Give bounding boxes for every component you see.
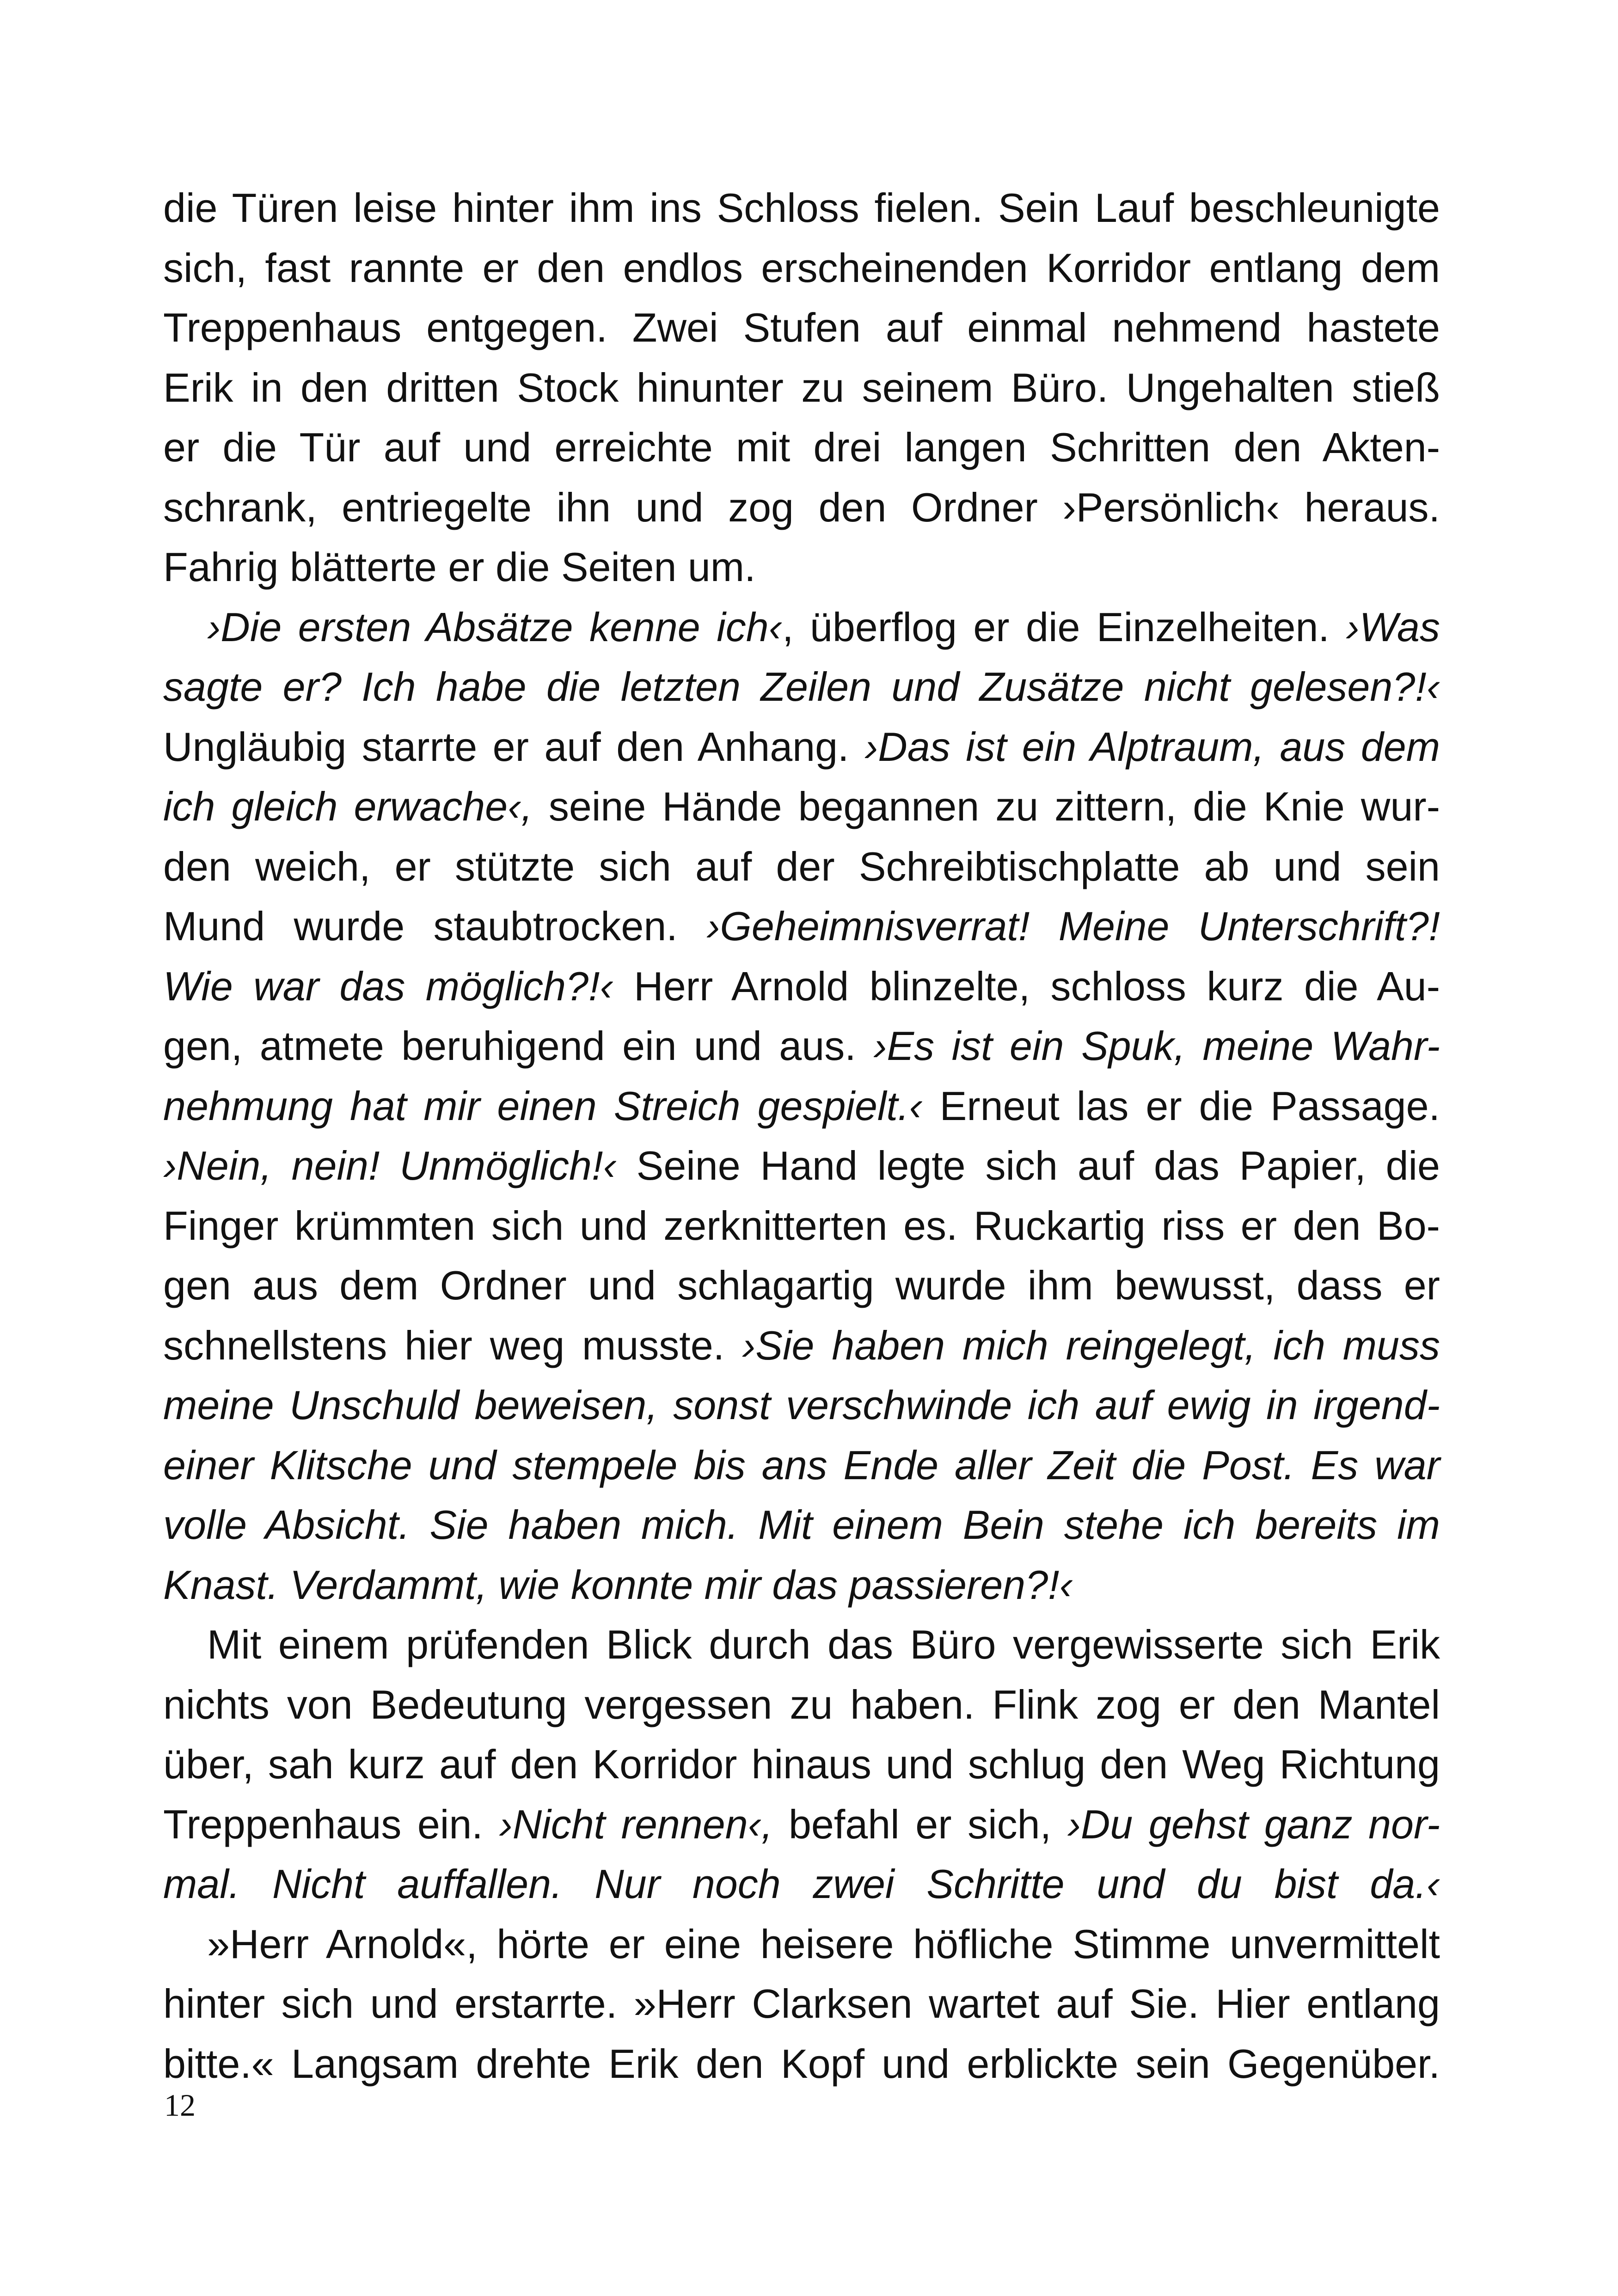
text-segment: den weich, er stützte sich auf der Schreibtischplatte ab und sein bbox=[163, 843, 1440, 889]
text-line bbox=[163, 777, 1440, 837]
text-line bbox=[163, 597, 1440, 657]
text-segment: Finger krümmten sich und zerknitterten es. Ruckartig riss er den Bo- bbox=[163, 1202, 1440, 1249]
text-line bbox=[163, 358, 1440, 418]
text-line bbox=[163, 956, 1440, 1016]
italic-text-segment: Knast. Verdammt, wie konnte mir das passieren?!‹ bbox=[163, 1561, 1073, 1608]
text-segment: gen, atmete beruhigend ein und aus. bbox=[163, 1023, 874, 1069]
text-line bbox=[163, 1974, 1440, 2034]
italic-text-segment: volle Absicht. Sie haben mich. Mit einem Bein stehe ich bereits im bbox=[163, 1502, 1440, 1548]
text-line bbox=[163, 1794, 1440, 1855]
text-segment: schnellstens hier weg musste. bbox=[163, 1322, 742, 1368]
text-segment: Treppenhaus ein. bbox=[163, 1801, 499, 1847]
italic-text-segment: nehmung hat mir einen Streich gespielt.‹ bbox=[163, 1083, 923, 1129]
text-segment: sich, fast rannte er den endlos erscheinenden Korridor entlang dem bbox=[163, 245, 1440, 291]
text-line bbox=[163, 1375, 1440, 1435]
italic-text-segment: ›Das ist ein Alptraum, aus dem bbox=[864, 723, 1440, 770]
italic-text-segment: ›Nein, nein! Unmöglich!‹ bbox=[163, 1143, 617, 1188]
text-line bbox=[163, 717, 1440, 777]
text-line bbox=[163, 837, 1440, 897]
text-segment: schrank, entriegelte ihn und zog den Ordner ›Persönlich‹ heraus. bbox=[163, 484, 1440, 530]
text-segment: bitte.« Langsam drehte Erik den Kopf und erblickte sein Gegenüber. bbox=[163, 2040, 1440, 2087]
text-segment: Treppenhaus entgegen. Zwei Stufen auf einmal nehmend hastete bbox=[163, 305, 1440, 350]
text-line bbox=[163, 1914, 1440, 1974]
text-line bbox=[163, 238, 1440, 298]
text-line bbox=[163, 1435, 1440, 1495]
text-segment: gen aus dem Ordner und schlagartig wurde ihm bewusst, dass er bbox=[163, 1262, 1440, 1308]
text-segment: »Herr Arnold«, hörte er eine heisere höfliche Stimme unvermittelt bbox=[207, 1921, 1440, 1967]
text-segment: Mund wurde staubtrocken. bbox=[163, 903, 707, 949]
text-line bbox=[163, 2034, 1440, 2094]
text-segment: hinter sich und erstarrte. »Herr Clarksen wartet auf Sie. Hier entlang bbox=[163, 1981, 1440, 2027]
italic-text-segment: Wie war das möglich?!‹ bbox=[163, 963, 613, 1009]
text-line bbox=[163, 1255, 1440, 1316]
text-segment: , überflog er die Einzelheiten. bbox=[782, 604, 1346, 650]
text-line bbox=[163, 417, 1440, 478]
italic-text-segment: mal. Nicht auffallen. Nur noch zwei Schritte und du bist da.‹ bbox=[163, 1861, 1440, 1907]
italic-text-segment: ›Nicht rennen‹, bbox=[499, 1801, 773, 1847]
text-line bbox=[163, 478, 1440, 538]
text-segment: Erneut las er die Passage. bbox=[922, 1083, 1440, 1129]
text-line bbox=[163, 1316, 1440, 1376]
italic-text-segment: ich gleich erwache‹, bbox=[163, 784, 533, 829]
text-segment: befahl er sich, bbox=[772, 1801, 1067, 1847]
text-line bbox=[163, 1675, 1440, 1735]
italic-text-segment: ›Du gehst ganz nor- bbox=[1067, 1801, 1440, 1847]
text-line bbox=[163, 657, 1440, 717]
italic-text-segment: ›Sie haben mich reingelegt, ich muss bbox=[742, 1322, 1440, 1368]
italic-text-segment: ›Die ersten Absätze kenne ich‹ bbox=[207, 604, 782, 650]
italic-text-segment: einer Klitsche und stempele bis ans Ende aller Zeit die Post. Es war bbox=[163, 1442, 1440, 1488]
text-segment: Herr Arnold blinzelte, schloss kurz die Au- bbox=[613, 963, 1440, 1009]
italic-text-segment: ›Geheimnisverrat! Meine Unterschrift?! bbox=[706, 903, 1440, 949]
text-line bbox=[163, 1136, 1440, 1196]
italic-text-segment: sagte er? Ich habe die letzten Zeilen und Zusätze nicht gelesen?!‹ bbox=[163, 664, 1440, 710]
text-line bbox=[163, 1495, 1440, 1555]
text-line bbox=[163, 178, 1440, 238]
text-segment: seine Hände begannen zu zittern, die Knie wur- bbox=[532, 784, 1440, 829]
text-segment: Erik in den dritten Stock hinunter zu seinem Büro. Ungehalten stieß bbox=[163, 364, 1440, 410]
text-line bbox=[163, 1555, 1440, 1615]
page-number: 12 bbox=[164, 2088, 196, 2123]
text-segment: er die Tür auf und erreichte mit drei langen Schritten den Akten- bbox=[163, 424, 1440, 470]
text-line bbox=[163, 1016, 1440, 1076]
text-line bbox=[163, 1734, 1440, 1794]
text-line bbox=[163, 1615, 1440, 1675]
text-segment: Ungläubig starrte er auf den Anhang. bbox=[163, 723, 864, 770]
text-line bbox=[163, 1854, 1440, 1914]
body-text bbox=[163, 178, 1440, 2094]
text-line bbox=[163, 1196, 1440, 1256]
italic-text-segment: meine Unschuld beweisen, sonst verschwinde ich auf ewig in irgend- bbox=[163, 1382, 1440, 1428]
text-segment: nichts von Bedeutung vergessen zu haben. Flink zog er den Mantel bbox=[163, 1681, 1440, 1727]
text-segment: die Türen leise hinter ihm ins Schloss fielen. Sein Lauf beschleunigte bbox=[163, 185, 1440, 231]
italic-text-segment: ›Es ist ein Spuk, meine Wahr- bbox=[873, 1023, 1440, 1069]
text-segment: über, sah kurz auf den Korridor hinaus und schlug den Weg Richtung bbox=[163, 1741, 1440, 1787]
italic-text-segment: ›Was bbox=[1346, 604, 1440, 650]
text-segment: Seine Hand legte sich auf das Papier, die bbox=[616, 1143, 1440, 1188]
text-segment: Mit einem prüfenden Blick durch das Büro vergewisserte sich Erik bbox=[207, 1622, 1440, 1667]
text-line bbox=[163, 896, 1440, 956]
text-line bbox=[163, 298, 1440, 358]
text-line bbox=[163, 1076, 1440, 1136]
text-segment: Fahrig blätterte er die Seiten um. bbox=[163, 544, 756, 590]
text-line bbox=[163, 537, 1440, 597]
